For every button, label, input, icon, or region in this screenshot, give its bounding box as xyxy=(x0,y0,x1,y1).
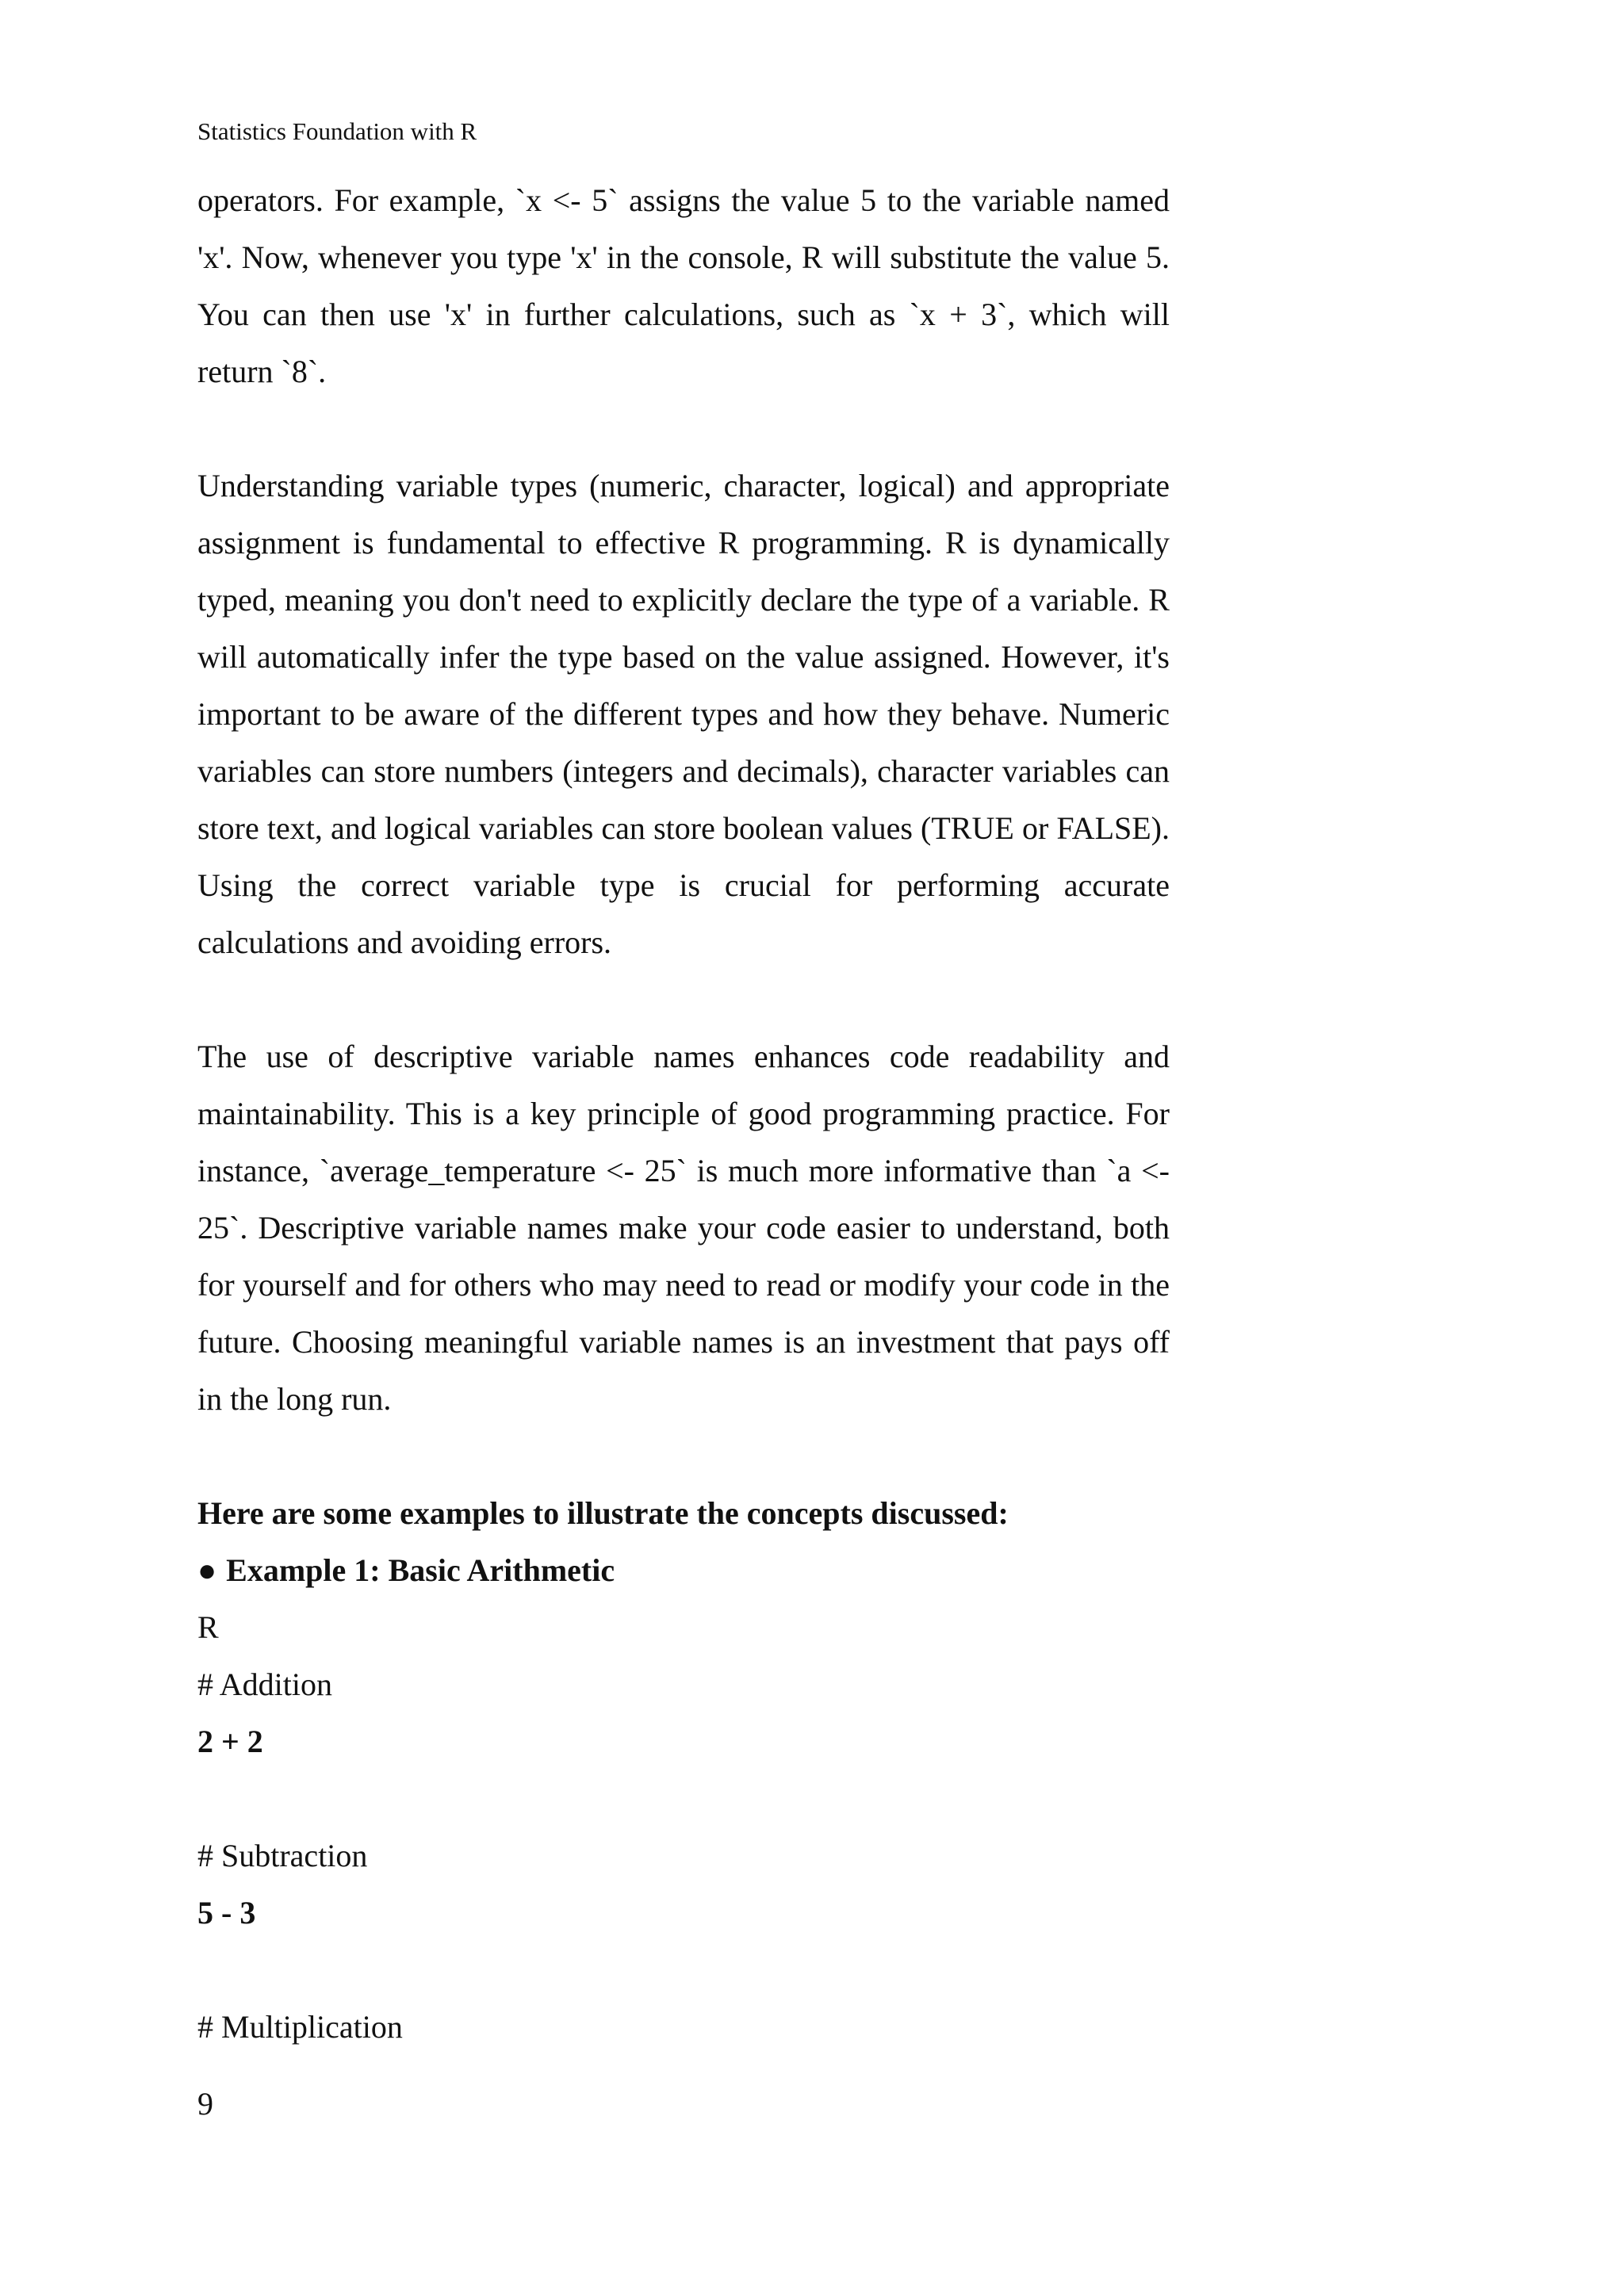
code-line: 2 + 2 xyxy=(197,1724,263,1759)
code-line: 5 - 3 xyxy=(197,1895,256,1931)
code-language-label: R xyxy=(197,1609,219,1645)
examples-intro-heading: Here are some examples to illustrate the concepts discussed: xyxy=(197,1495,1009,1531)
example-title: Example 1: Basic Arithmetic xyxy=(226,1552,615,1588)
paragraph-variable-names: The use of descriptive variable names enhances code readability and maintainability. This is a key principle of good programming practice. For instance, `average_temperature <- 25` is much more informative than `a <- 25`. Descriptive variable names make your code easier to understand, both for yourself and for others who may need to read or modify your code in the future. Choosing meaningful variable names is an investment that pays off in the long run. xyxy=(197,1039,1170,1417)
code-spacer xyxy=(197,1942,1170,1999)
code-comment: # Multiplication xyxy=(197,2009,403,2045)
bullet-icon: ● xyxy=(197,1552,217,1588)
code-comment: # Addition xyxy=(197,1667,333,1702)
code-spacer xyxy=(197,1770,1170,1827)
running-header: Statistics Foundation with R xyxy=(197,117,477,145)
paragraph-spacer xyxy=(197,400,1170,457)
paragraph-variable-types: Understanding variable types (numeric, character, logical) and appropriate assignment is fundamental to effective R programming. R is dynamically typed, meaning you don't need to explicitly declare the type of a variable. R will automatically infer the type based on the value assigned. However, it's important to be aware of the different types and how they behave. Numeric variables can store numbers (integers and decimals), character variables can store text, and logical variables can store boolean values (TRUE or FALSE). Using the correct variable type is crucial for performing accurate calculations and avoiding errors. xyxy=(197,468,1170,960)
page-content xyxy=(197,172,1170,2056)
page-number: 9 xyxy=(197,2086,213,2122)
paragraph-spacer xyxy=(197,971,1170,1028)
example-heading xyxy=(197,1542,1170,1599)
code-comment: # Subtraction xyxy=(197,1838,368,1873)
paragraph-assignment: operators. For example, `x <- 5` assigns the value 5 to the variable named 'x'. Now, whenever you type 'x' in the console, R will substitute the value 5. You can then use 'x' in further calculations, such as `x + 3`, which will return `8`. xyxy=(197,182,1170,389)
paragraph-spacer xyxy=(197,1428,1170,1485)
